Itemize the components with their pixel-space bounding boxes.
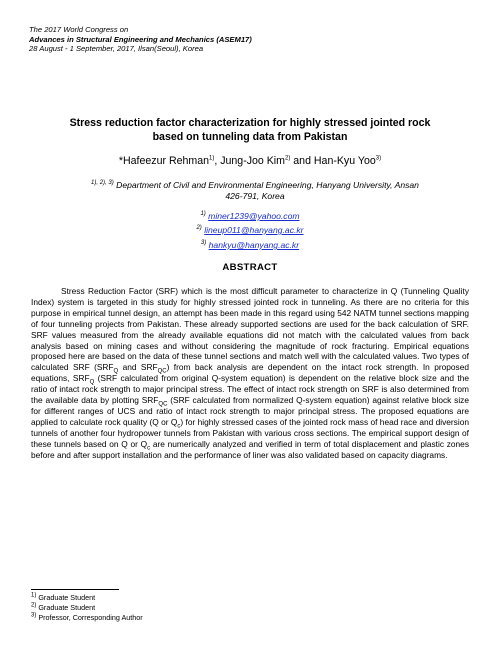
abstract-subscript: c <box>177 423 181 430</box>
abstract-text: (SRF calculated from original Q-system equation) is dependent on the relative block size and the ratio of intact rock strength to major principal stress. The effect of intact rock strength on SRF is also determined from the available data by plotting SRF <box>31 373 470 406</box>
abstract-subscript: Q <box>113 369 119 375</box>
author-1-name: *Hafeezur Rehman <box>118 155 209 167</box>
footnote-sup: 2) <box>31 602 37 609</box>
email-row <box>0 240 500 250</box>
author-2-sup: 2) <box>285 155 291 162</box>
email-row <box>0 225 500 235</box>
footnote-divider <box>31 589 119 590</box>
affiliation <box>60 180 450 202</box>
abstract-text: and SRF <box>118 362 158 373</box>
author-2-name: Jung-Joo Kim <box>220 155 285 167</box>
author-1-sup: 1) <box>208 155 215 162</box>
conference-line-1: The 2017 World Congress on <box>29 25 129 34</box>
author-list <box>0 155 500 167</box>
footnote <box>31 603 95 612</box>
abstract-subscript: Q <box>89 379 95 386</box>
title-line-1: Stress reduction factor characterization for highly stressed jointed rock <box>69 117 431 129</box>
footnote-text: Professor, Corresponding Author <box>36 613 143 622</box>
email-row <box>0 211 500 221</box>
email-link[interactable]: miner1239@yahoo.com <box>208 211 300 221</box>
email-sup: 2) <box>196 225 202 232</box>
conference-line-3: 28 August - 1 September, 2017, Ilsan(Seoul), Korea <box>29 44 204 54</box>
abstract-text: ) from back analysis are dependent on the intact rock strength. In proposed equations, SRF <box>31 362 469 384</box>
abstract-text: Stress Reduction Factor (SRF) which is the most difficult parameter to characterize in Q (Tunneling Quality Index) system is targeted in this study for highly stressed jointed rock in tunneling. As there are no criteria for this purpose in empirical tunnel design, an attempt has been made in this regard using 542 NATM tunnel sections mapping of four tunneling projects from Pakistan. These already supported sections are used for the back calculation of SRF. SRF values measured from the already available equations did not match with the calculated values from back analysis based on mining cases and without considering the magnitude of rock fracturing. Empirical equations proposed here are based on the data of these tunnel sections and match well with the calculated values. Two types of calculated SRF (SRF <box>31 286 469 373</box>
email-sup: 3) <box>200 240 207 247</box>
author-separator: , <box>214 155 221 167</box>
title-line-2: based on tunneling data from Pakistan <box>152 130 348 143</box>
affiliation-sup: 1), 2), 3) <box>91 180 114 187</box>
abstract-text: are numerically analyzed and verified in term of total displacement and plastic zones before and after support installation and the performance of liner was also validated based on capacity diagrams. <box>31 438 469 460</box>
footnote <box>31 593 95 602</box>
footnote-sup: 3) <box>31 612 37 619</box>
email-link[interactable]: lineup011@hanyang.ac.kr <box>204 225 304 235</box>
email-sup: 1) <box>200 211 206 218</box>
affiliation-line-1: Department of Civil and Environmental Engineering, Hanyang University, Ansan <box>113 180 419 190</box>
affiliation-line-2: 426-791, Korea <box>225 191 285 201</box>
abstract-subscript: QC <box>158 401 168 408</box>
conference-header <box>29 25 252 54</box>
abstract-body <box>31 286 469 461</box>
conference-line-2: Advances in Structural Engineering and Mechanics (ASEM17) <box>29 34 252 44</box>
footnote-text: Graduate Student <box>36 593 96 602</box>
author-3-name: Han-Kyu Yoo <box>313 155 376 167</box>
author-separator: and <box>290 155 314 167</box>
abstract-subscript: c <box>147 445 151 452</box>
email-link[interactable]: hankyu@hanyang.ac.kr <box>208 240 300 250</box>
abstract-subscript: QC <box>157 369 167 375</box>
footnote-sup: 1) <box>31 592 37 599</box>
author-3-sup: 3) <box>375 155 382 162</box>
abstract-heading: ABSTRACT <box>222 262 278 273</box>
footnote <box>31 613 143 622</box>
abstract-text: (SRF calculated from normalized Q-system equation) against relative block size for different ranges of UCS and ratio of intact rock strength to major principal stress. The proposed equations are applied to calculate rock quality (Q or Q <box>31 395 469 427</box>
footnote-text: Graduate Student <box>36 603 96 612</box>
abstract-text: ) for highly stressed cases of the jointed rock mass of head race and diversion tunnels of another four hydropower tunnels from Pakistan with various cross sections. The empirical support design of these tunnels based on Q or Q <box>31 416 469 449</box>
paper-title <box>30 117 470 144</box>
